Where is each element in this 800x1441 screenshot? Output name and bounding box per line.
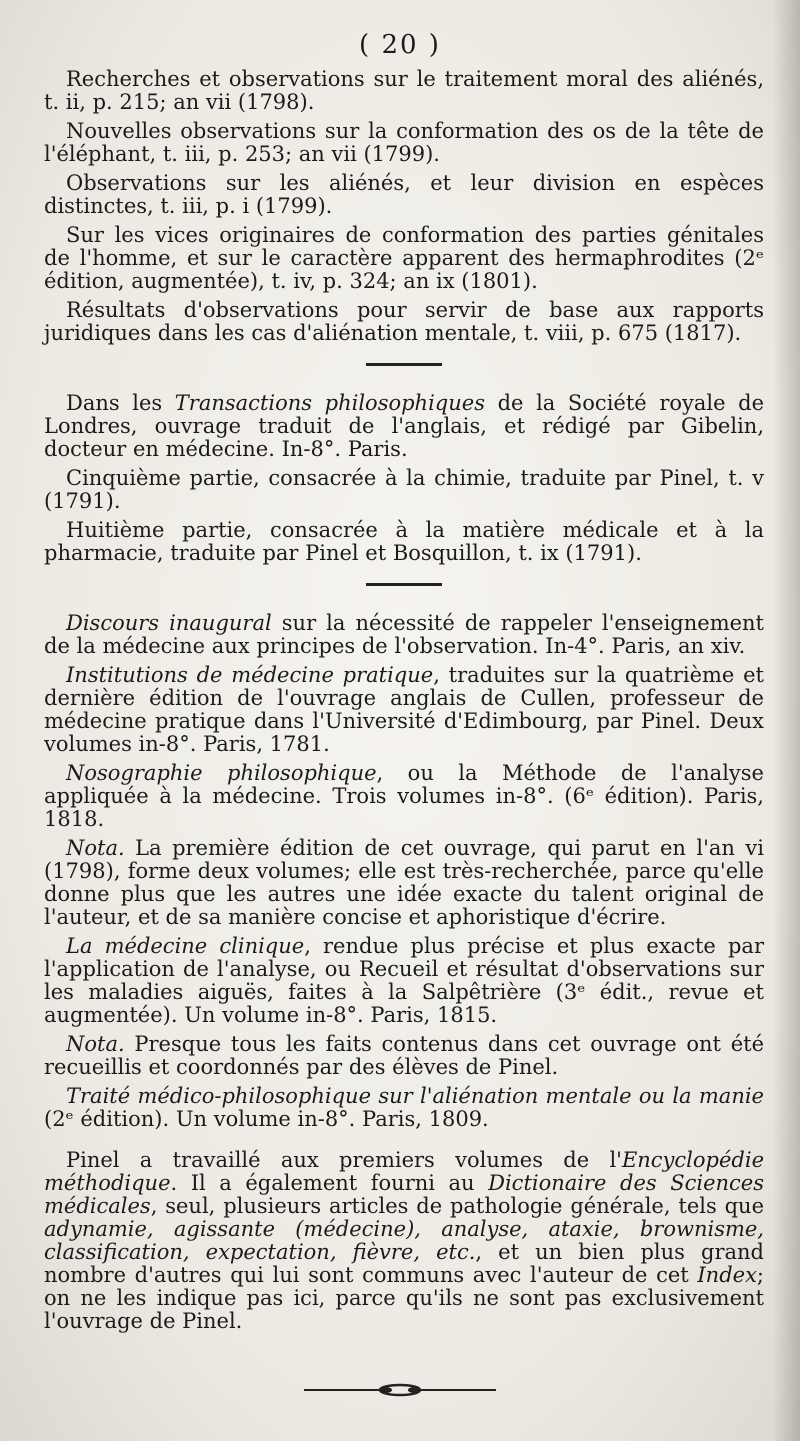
bibliography-entry: Huitième partie, consacrée à la matière médicale et à la pharmacie, traduite par Pinel et Bosquillon, t. ix (1791). <box>44 518 764 565</box>
closing-text: ; on ne les indique pas ici, parce qu'ils ne sont pas exclusivement l'ouvrage de Pinel. <box>44 1263 764 1333</box>
section-transactions <box>44 392 764 565</box>
closing-text: , seul, plusieurs articles de pathologie générale, tels que <box>150 1194 764 1218</box>
page-body <box>44 68 764 1339</box>
entry-title: Transactions philosophiques <box>174 391 485 415</box>
ornament-rule-icon <box>300 1382 500 1398</box>
bibliography-entry <box>44 664 764 756</box>
closing-text: . Il a également fourni au <box>170 1171 489 1195</box>
nota-label: Nota. <box>66 1032 125 1056</box>
entry-text: (2ᵉ édition). Un volume in-8°. Paris, 1809. <box>44 1107 489 1131</box>
entry-text: Presque tous les faits contenus dans cet ouvrage ont été recueillis et coordonnés par des élèves de Pinel. <box>44 1032 764 1079</box>
entry-title: La médecine clinique <box>66 934 305 958</box>
section-divider <box>366 583 442 586</box>
closing-article-list: adynamie, agissante (médecine), analyse, ataxie, brownisme, classification, expectation, fièvre, etc. <box>44 1217 764 1264</box>
entry-title: Discours inaugural <box>66 611 272 635</box>
entry-text: , rendue plus précise et plus exacte par l'application de l'analyse, ou Recueil et résultat d'observations sur les maladies aiguës, faites à la Salpêtrière (3ᵉ édit., revue et augmentée). Un volume in-8°. Paris, 1815. <box>44 934 764 1027</box>
entry-title: Traité médico-philosophique sur l'aliénation mentale ou la manie <box>66 1084 764 1108</box>
bibliography-entry: Résultats d'observations pour servir de base aux rapports juridiques dans les cas d'aliénation mentale, t. viii, p. 675 (1817). <box>44 298 764 345</box>
nota-entry <box>44 837 764 929</box>
entry-text: sur la nécessité de rappeler l'enseignement de la médecine aux principes de l'observation. In-4°. Paris, an xiv. <box>44 611 764 658</box>
nota-entry <box>44 1033 764 1079</box>
ornament-rule <box>0 1382 800 1398</box>
bibliography-entry <box>44 762 764 831</box>
section-memoirs <box>44 68 764 345</box>
page-number: ( 20 ) <box>359 30 441 60</box>
bibliography-entry <box>44 1085 764 1131</box>
bibliography-entry: Recherches et observations sur le traitement moral des aliénés, t. ii, p. 215; an vii (1798). <box>44 67 764 114</box>
entry-text: La première édition de cet ouvrage, qui parut en l'an vi (1798), forme deux volumes; elle est très-recherchée, parce qu'elle donne plus que les autres une idée exacte du talent original de l'auteur, et de sa manière concise et aphoristique d'écrire. <box>44 836 764 929</box>
nota-label: Nota. <box>66 836 125 860</box>
closing-text: , et un bien plus grand nombre d'autres qui lui sont communs avec l'auteur de cet <box>44 1240 764 1287</box>
bibliography-entry: Sur les vices originaires de conformation des parties génitales de l'homme, et sur le caractère apparent des hermaphrodites (2ᵉ édition, augmentée), t. iv, p. 324; an ix (1801). <box>44 223 764 293</box>
entry-prefix: Dans les <box>66 391 175 415</box>
bibliography-entry: Cinquième partie, consacrée à la chimie, traduite par Pinel, t. v (1791). <box>44 466 764 513</box>
closing-title: Encyclopédie méthodique <box>44 1148 764 1195</box>
closing-paragraph <box>44 1149 764 1333</box>
entry-text: , ou la Méthode de l'analyse appliquée à la médecine. Trois volumes in-8°. (6ᵉ édition). Paris, 1818. <box>44 761 764 831</box>
closing-title: Index <box>697 1263 757 1287</box>
closing-title: Dictionaire des Sciences médicales <box>44 1171 764 1218</box>
bibliography-entry <box>44 612 764 658</box>
entry-text: de la Société royale de Londres, ouvrage traduit de l'anglais, et rédigé par Gibelin, docteur en médecine. In-8°. Paris. <box>44 391 764 461</box>
section-divider <box>366 363 442 366</box>
page-gutter-shadow <box>772 0 800 1441</box>
bibliography-entry: Observations sur les aliénés, et leur division en espèces distinctes, t. iii, p. i (1799). <box>44 171 764 218</box>
entry-text: , traduites sur la quatrième et dernière édition de l'ouvrage anglais de Cullen, professeur de médecine pratique dans l'Université d'Edimbourg, par Pinel. Deux volumes in-8°. Paris, 1781. <box>44 663 764 756</box>
bibliography-entry <box>44 392 764 461</box>
bibliography-entry: Nouvelles observations sur la conformation des os de la tête de l'éléphant, t. iii, p. 253; an vii (1799). <box>44 119 764 166</box>
closing-text: Pinel a travaillé aux premiers volumes de l' <box>66 1148 622 1172</box>
entry-title: Nosographie philosophique <box>66 761 377 785</box>
entry-title: Institutions de médecine pratique <box>66 663 434 687</box>
bibliography-entry <box>44 935 764 1027</box>
section-books <box>44 612 764 1131</box>
